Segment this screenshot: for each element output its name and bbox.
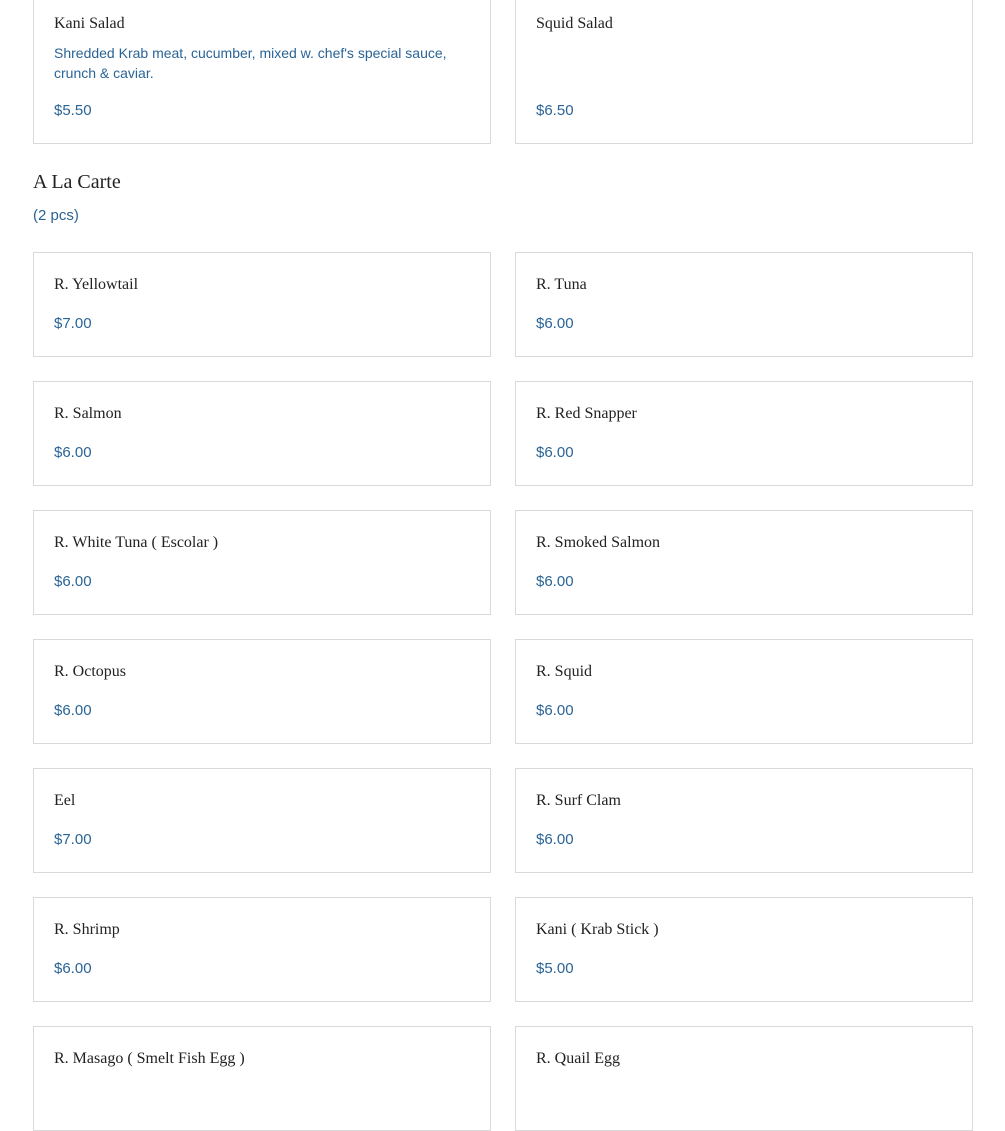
menu-item-name: Kani ( Krab Stick )	[536, 921, 659, 938]
menu-item-name: R. Masago ( Smelt Fish Egg )	[54, 1050, 245, 1067]
menu-item-card[interactable]	[33, 252, 491, 357]
menu-item-card[interactable]	[33, 1026, 491, 1131]
menu-item-price: $6.00	[536, 444, 574, 461]
menu-item-price: $6.00	[536, 831, 574, 848]
menu-item-card[interactable]	[33, 0, 491, 144]
menu-item-name: R. White Tuna ( Escolar )	[54, 534, 219, 551]
menu-item-price: $6.00	[54, 573, 92, 590]
menu-item-card[interactable]	[33, 510, 491, 615]
menu-item-card[interactable]	[515, 768, 973, 873]
menu-item-card[interactable]	[33, 768, 491, 873]
menu-item-price: $6.00	[54, 444, 92, 461]
menu-item-price: $6.00	[54, 702, 92, 719]
menu-item-price: $5.00	[536, 960, 574, 977]
menu-item-price: $6.00	[54, 960, 92, 977]
menu-item-card[interactable]	[515, 0, 973, 144]
menu-item-card[interactable]	[33, 897, 491, 1002]
menu-item-card[interactable]	[515, 252, 973, 357]
menu-item-card[interactable]	[33, 639, 491, 744]
menu-item-name: R. Red Snapper	[536, 405, 637, 422]
menu-item-name: R. Smoked Salmon	[536, 534, 661, 551]
menu-item-name: R. Tuna	[536, 276, 587, 293]
menu-item-name: R. Salmon	[54, 405, 122, 422]
menu-item-price: $6.00	[536, 573, 574, 590]
menu-item-price: $6.50	[536, 102, 574, 119]
menu-item-price: $7.00	[54, 315, 92, 332]
menu-item-card[interactable]	[515, 897, 973, 1002]
menu-item-card[interactable]	[515, 510, 973, 615]
menu-item-name: Squid Salad	[536, 15, 613, 32]
menu-item-card[interactable]	[515, 1026, 973, 1131]
section-note: (2 pcs)	[33, 207, 79, 224]
menu-item-name: R. Yellowtail	[54, 276, 139, 293]
menu-item-name: R. Octopus	[54, 663, 126, 680]
menu-item-price: $7.00	[54, 831, 92, 848]
section-title: A La Carte	[33, 171, 121, 193]
menu-item-price: $6.00	[536, 315, 574, 332]
menu-item-name: R. Squid	[536, 663, 593, 680]
menu-item-name: R. Surf Clam	[536, 792, 621, 809]
menu-item-name: Kani Salad	[54, 15, 125, 32]
menu-item-price: $6.00	[536, 702, 574, 719]
menu-item-card[interactable]	[515, 381, 973, 486]
menu-item-card[interactable]	[515, 639, 973, 744]
menu-item-name: R. Quail Egg	[536, 1050, 620, 1067]
menu-item-card[interactable]	[33, 381, 491, 486]
menu-item-name: R. Shrimp	[54, 921, 120, 938]
menu-item-name: Eel	[54, 792, 76, 809]
menu-item-price: $5.50	[54, 102, 92, 119]
menu-item-description: Shredded Krab meat, cucumber, mixed w. chef's special sauce, crunch & caviar.	[54, 45, 447, 81]
